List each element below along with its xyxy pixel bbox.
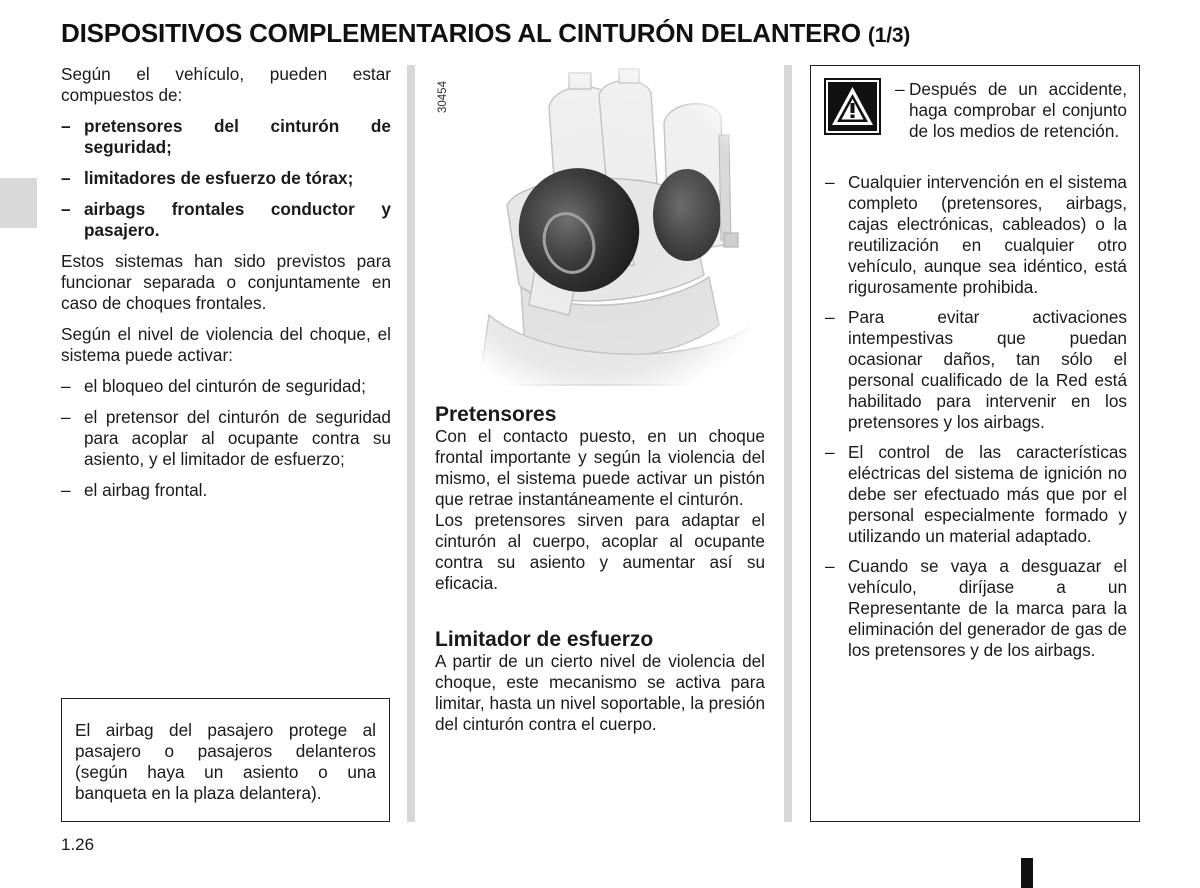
warning-text: Cuando se vaya a desguazar el vehículo, diríjase a un Representante de la marca para la eliminación del generador de gas de los pretensores y de los airbags. xyxy=(848,556,1127,660)
list-dash: – xyxy=(61,407,71,427)
warning-list xyxy=(825,172,1127,670)
component-text: airbags frontales conductor y pasajero. xyxy=(84,199,391,240)
paragraph: Según el nivel de violencia del choque, el sistema puede activar: xyxy=(61,324,391,365)
warning-item xyxy=(825,556,1127,661)
component-item xyxy=(61,199,391,241)
title-text: DISPOSITIVOS COMPLEMENTARIOS AL CINTURÓN DELANTERO xyxy=(61,18,861,48)
warning-triangle-icon xyxy=(824,78,881,135)
list-dash: – xyxy=(61,199,71,219)
passenger-airbag-note: El airbag del pasajero protege al pasajero o pasajeros delanteros (según haya un asiento o una banqueta en la plaza delantera). xyxy=(61,698,390,822)
activation-text: el bloqueo del cinturón de seguridad; xyxy=(84,376,366,396)
warning-box xyxy=(810,65,1140,822)
title-page-indicator: (1/3) xyxy=(867,24,911,47)
list-dash: – xyxy=(825,442,835,462)
component-text: pretensores del cinturón de seguridad; xyxy=(84,116,391,157)
list-dash: – xyxy=(825,172,835,192)
list-dash: – xyxy=(895,79,905,99)
intro-text: Según el vehículo, pueden estar compuestos de: xyxy=(61,64,391,105)
middle-column xyxy=(435,403,765,735)
list-dash: – xyxy=(61,480,71,500)
seat-airbag-illustration xyxy=(429,65,769,393)
warning-icon-graphic xyxy=(824,78,881,135)
paragraph: A partir de un cierto nivel de violencia del choque, este mecanismo se activa para limitar, hasta un nivel soportable, la presión del cinturón contra el cuerpo. xyxy=(435,651,765,734)
section-heading-pretensores: Pretensores xyxy=(435,403,557,426)
warning-item xyxy=(825,172,1127,298)
list-dash: – xyxy=(61,116,71,136)
warning-text: Después de un accidente, haga comprobar el conjunto de los medios de retención. xyxy=(909,79,1127,141)
warning-first-item xyxy=(895,79,1127,142)
left-column xyxy=(61,64,391,511)
seat-airbag-drawing xyxy=(429,65,769,393)
paragraph: Con el contacto puesto, en un choque frontal importante y según la violencia del mismo, el sistema puede activar un pistón que retrae instantáneamente el cinturón. xyxy=(435,426,765,509)
figure-reference-code: 30454 xyxy=(437,81,449,113)
column-divider xyxy=(407,65,415,822)
list-dash: – xyxy=(61,376,71,396)
warning-text: Cualquier intervención en el sistema completo (pretensores, airbags, cajas electrónicas, cableados) o la reutilización en cualquier otro vehículo, aunque sea idéntico, está rigurosamente prohibida. xyxy=(848,172,1127,297)
warning-text: El control de las características eléctricas del sistema de ignición no debe ser efectuado más que por el personal especialmente formado y utilizando un material adaptado. xyxy=(848,442,1127,546)
column-divider xyxy=(784,65,792,822)
section-heading-limitador: Limitador de esfuerzo xyxy=(435,628,654,651)
paragraph: Estos sistemas han sido previstos para funcionar separada o conjuntamente en caso de choques frontales. xyxy=(61,251,391,313)
warning-item xyxy=(825,307,1127,433)
chapter-tab xyxy=(0,178,37,228)
list-dash: – xyxy=(61,168,71,188)
activation-item xyxy=(61,376,391,397)
component-text: limitadores de esfuerzo de tórax; xyxy=(84,168,354,188)
activation-item xyxy=(61,407,391,470)
component-item xyxy=(61,116,391,158)
page-number: 1.26 xyxy=(61,835,95,854)
page-title xyxy=(61,18,910,49)
warning-text: Para evitar activaciones intempestivas que puedan ocasionar daños, tan sólo el personal cualificado de la Red está habilitado para intervenir en los pretensores y los airbags. xyxy=(848,307,1127,432)
paragraph: Los pretensores sirven para adaptar el cinturón al cuerpo, acoplar al ocupante contra su asiento y aumentar así su eficacia. xyxy=(435,510,765,593)
activation-text: el pretensor del cinturón de seguridad para acoplar al ocupante contra su asiento, y el limitador de esfuerzo; xyxy=(84,407,391,469)
activation-text: el airbag frontal. xyxy=(84,480,208,500)
section-gap xyxy=(435,594,765,628)
activation-item xyxy=(61,480,391,501)
component-item xyxy=(61,168,391,189)
warning-item xyxy=(825,442,1127,547)
list-dash: – xyxy=(825,556,835,576)
list-dash: – xyxy=(825,307,835,327)
page-edge-marker xyxy=(1021,858,1033,888)
